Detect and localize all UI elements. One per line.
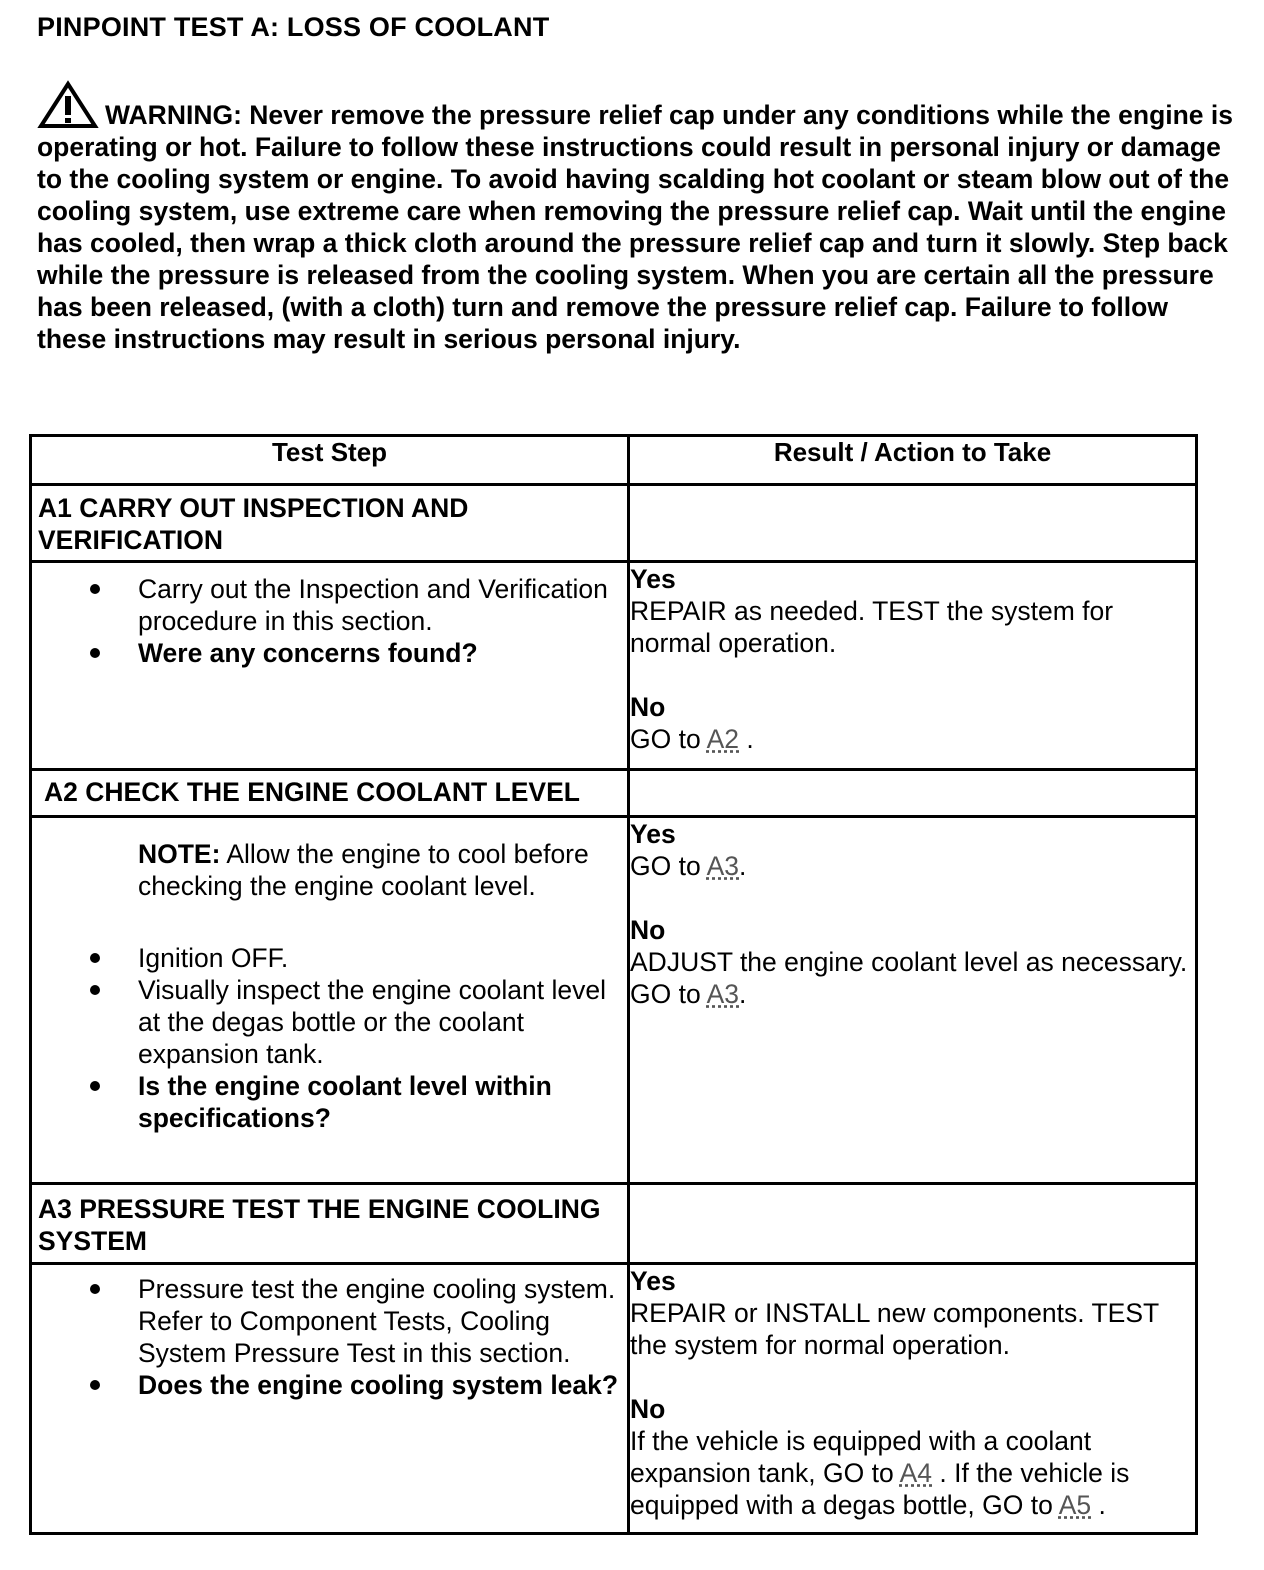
a3-no-action: If the vehicle is equipped with a coolant expansion tank, GO to A4 . If the vehicle is equipped with a degas bottle, GO to A5 . (630, 1426, 1130, 1520)
page-title: PINPOINT TEST A: LOSS OF COOLANT (37, 12, 550, 42)
link-a3[interactable]: A3 (706, 851, 740, 881)
a1-no-action: GO to A2 . (630, 724, 754, 754)
a2-no-label: No (630, 915, 666, 945)
step-a3-title-row (31, 1184, 1197, 1264)
step-a2-bullet: Ignition OFF. (32, 942, 627, 974)
step-a1-title-row (31, 485, 1197, 562)
column-header-test-step: Test Step (31, 436, 629, 485)
a3-no-label: No (630, 1394, 666, 1424)
step-a2-title-row (31, 770, 1197, 817)
a3-yes-label: Yes (630, 1266, 676, 1296)
pinpoint-test-table (29, 434, 1198, 1535)
step-a1-title: A1 CARRY OUT INSPECTION AND VERIFICATION (38, 493, 469, 555)
step-a1-bullet: Carry out the Inspection and Verification procedure in this section. (32, 573, 627, 637)
warning-block (37, 80, 1242, 355)
step-a3-bullet: Pressure test the engine cooling system. Refer to Component Tests, Cooling System Pressure Test in this section. (32, 1273, 627, 1369)
step-a2-question: Is the engine coolant level within specifications? (32, 1070, 627, 1134)
a1-no-label: No (630, 692, 666, 722)
table-header-row (31, 436, 1197, 485)
link-a4[interactable]: A4 (899, 1458, 933, 1488)
step-a2-title: A2 CHECK THE ENGINE COOLANT LEVEL (44, 777, 580, 807)
warning-triangle-icon (37, 80, 99, 130)
step-a1-question: Were any concerns found? (32, 637, 627, 669)
link-a2[interactable]: A2 (706, 724, 740, 754)
a1-yes-action: REPAIR as needed. TEST the system for normal operation. (630, 596, 1114, 658)
a3-yes-action: REPAIR or INSTALL new components. TEST the system for normal operation. (630, 1298, 1159, 1360)
column-header-result: Result / Action to Take (629, 436, 1197, 485)
step-a2-bullet: Visually inspect the engine coolant level at the degas bottle or the coolant expansion tank. (32, 974, 627, 1070)
step-a3-body-row (31, 1264, 1197, 1534)
step-a1-body-row (31, 562, 1197, 770)
a2-yes-label: Yes (630, 819, 676, 849)
step-a3-title: A3 PRESSURE TEST THE ENGINE COOLING SYSTEM (38, 1194, 601, 1256)
step-a2-note: NOTE: Allow the engine to cool before checking the engine coolant level. (138, 839, 589, 901)
step-a2-body-row (31, 817, 1197, 1184)
a1-yes-label: Yes (630, 564, 676, 594)
a2-yes-action: GO to A3. (630, 851, 747, 881)
step-a3-question: Does the engine cooling system leak? (32, 1369, 627, 1401)
warning-text: WARNING: Never remove the pressure relief cap under any conditions while the engine is operating or hot. Failure to follow these instructions could result in personal injury or damage to the cooling system or engine. To avoid having scalding hot coolant or steam blow out of the cooling system, use extreme care when removing the pressure relief cap. Wait until the engine has cooled, then wrap a thick cloth around the pressure relief cap and turn it slowly. Step back while the pressure is released from the cooling system. When you are certain all the pressure has been released, (with a cloth) turn and remove the pressure relief cap. Failure to follow these instructions may result in serious personal injury. (37, 100, 1234, 354)
a2-no-action: ADJUST the engine coolant level as necessary. GO to A3. (630, 947, 1188, 1009)
link-a5[interactable]: A5 (1058, 1490, 1092, 1520)
link-a3[interactable]: A3 (706, 979, 740, 1009)
